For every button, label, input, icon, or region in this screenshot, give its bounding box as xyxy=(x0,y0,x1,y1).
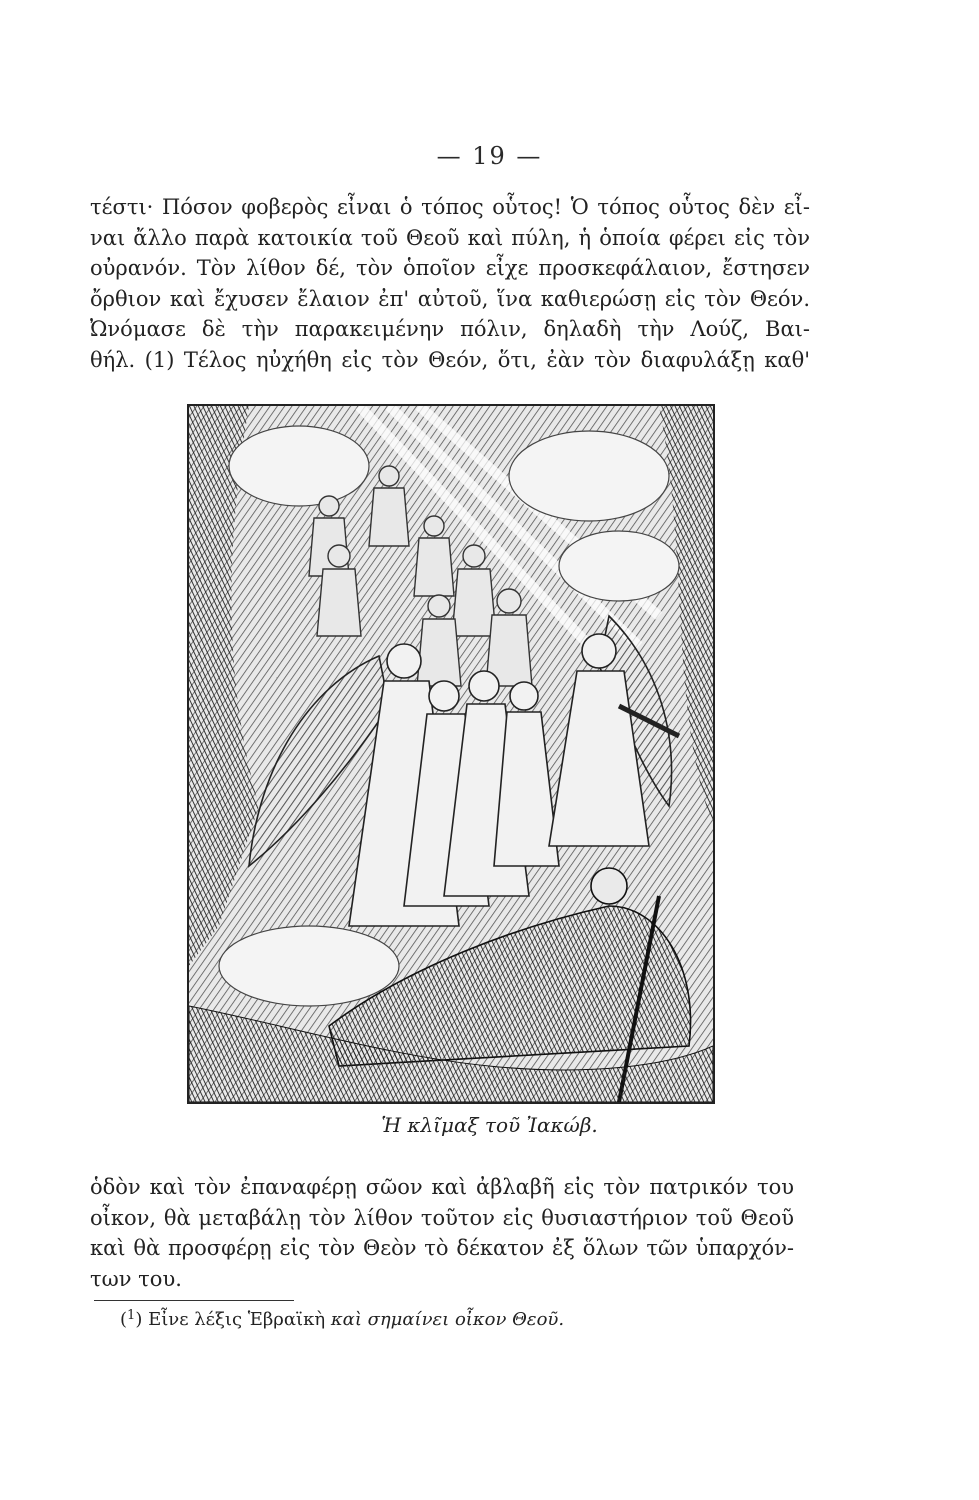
text-line: ὁδὸν καὶ τὸν ἐπαναφέρῃ σῶον καὶ ἀβλαβῆ εἰς τὸν πατρικόν του xyxy=(90,1175,794,1199)
text-line: καὶ θὰ προσφέρῃ εἰς τὸν Θεὸν τὸ δέκατον ἐξ ὅλων τῶν ὑπαρχόν- xyxy=(90,1236,794,1260)
text-line: ὄρθιον καὶ ἔχυσεν ἔλαιον ἐπ' αὐτοῦ, ἵνα καθιερώσῃ εἰς τὸν Θεόν. xyxy=(90,286,810,311)
text-line: οἶκον, θὰ μεταβάλῃ τὸν λίθον τοῦτον εἰς θυσιαστήριον τοῦ Θεοῦ xyxy=(90,1205,794,1230)
text-line: τέστι· Πόσον φοβερὸς εἶναι ὁ τόπος οὗτος! Ὁ τόπος οὗτος δὲν εἶ- xyxy=(90,195,810,219)
footnote-marker: 1 xyxy=(127,1308,136,1323)
figure-caption: Ἡ κλῖμαξ τοῦ Ἰακώβ. xyxy=(381,1113,598,1137)
footnote-text: Εἶνε λέξις Ἑβραϊκὴ xyxy=(148,1309,331,1330)
footnote-text-italic: καὶ σημαίνει οἶκον Θεοῦ. xyxy=(330,1309,565,1330)
footnote-divider xyxy=(94,1300,294,1301)
paragraph-bottom xyxy=(90,1172,794,1294)
text-line: ναι ἄλλο παρὰ κατοικία τοῦ Θεοῦ καὶ πύλη, ἡ ὁποία φέρει εἰς τὸν xyxy=(90,225,810,250)
page-number: — 19 — xyxy=(436,142,543,170)
paragraph-top xyxy=(90,192,810,375)
text-line: των του. xyxy=(90,1266,182,1291)
engraving-jacobs-ladder xyxy=(187,404,715,1104)
text-line: οὐρανόν. Τὸν λίθον δέ, τὸν ὁποῖον εἶχε προσκεφάλαιον, ἔστησεν xyxy=(90,256,810,280)
engraving-illustration xyxy=(189,406,713,1102)
footnote: ($^1$) Εἶνε λέξις Ἑβραϊκὴ καὶ σημαίνει οἶκον Θεοῦ. xyxy=(120,1308,565,1330)
text-line: θήλ. (1) Τέλος ηὐχήθη εἰς τὸν Θεόν, ὅτι, ἐὰν τὸν διαφυλάξῃ καθ' xyxy=(90,347,810,372)
text-line: Ὠνόμασε δὲ τὴν παρακειμένην πόλιν, δηλαδὴ τὴν Λούζ, Βαι- xyxy=(90,317,810,341)
